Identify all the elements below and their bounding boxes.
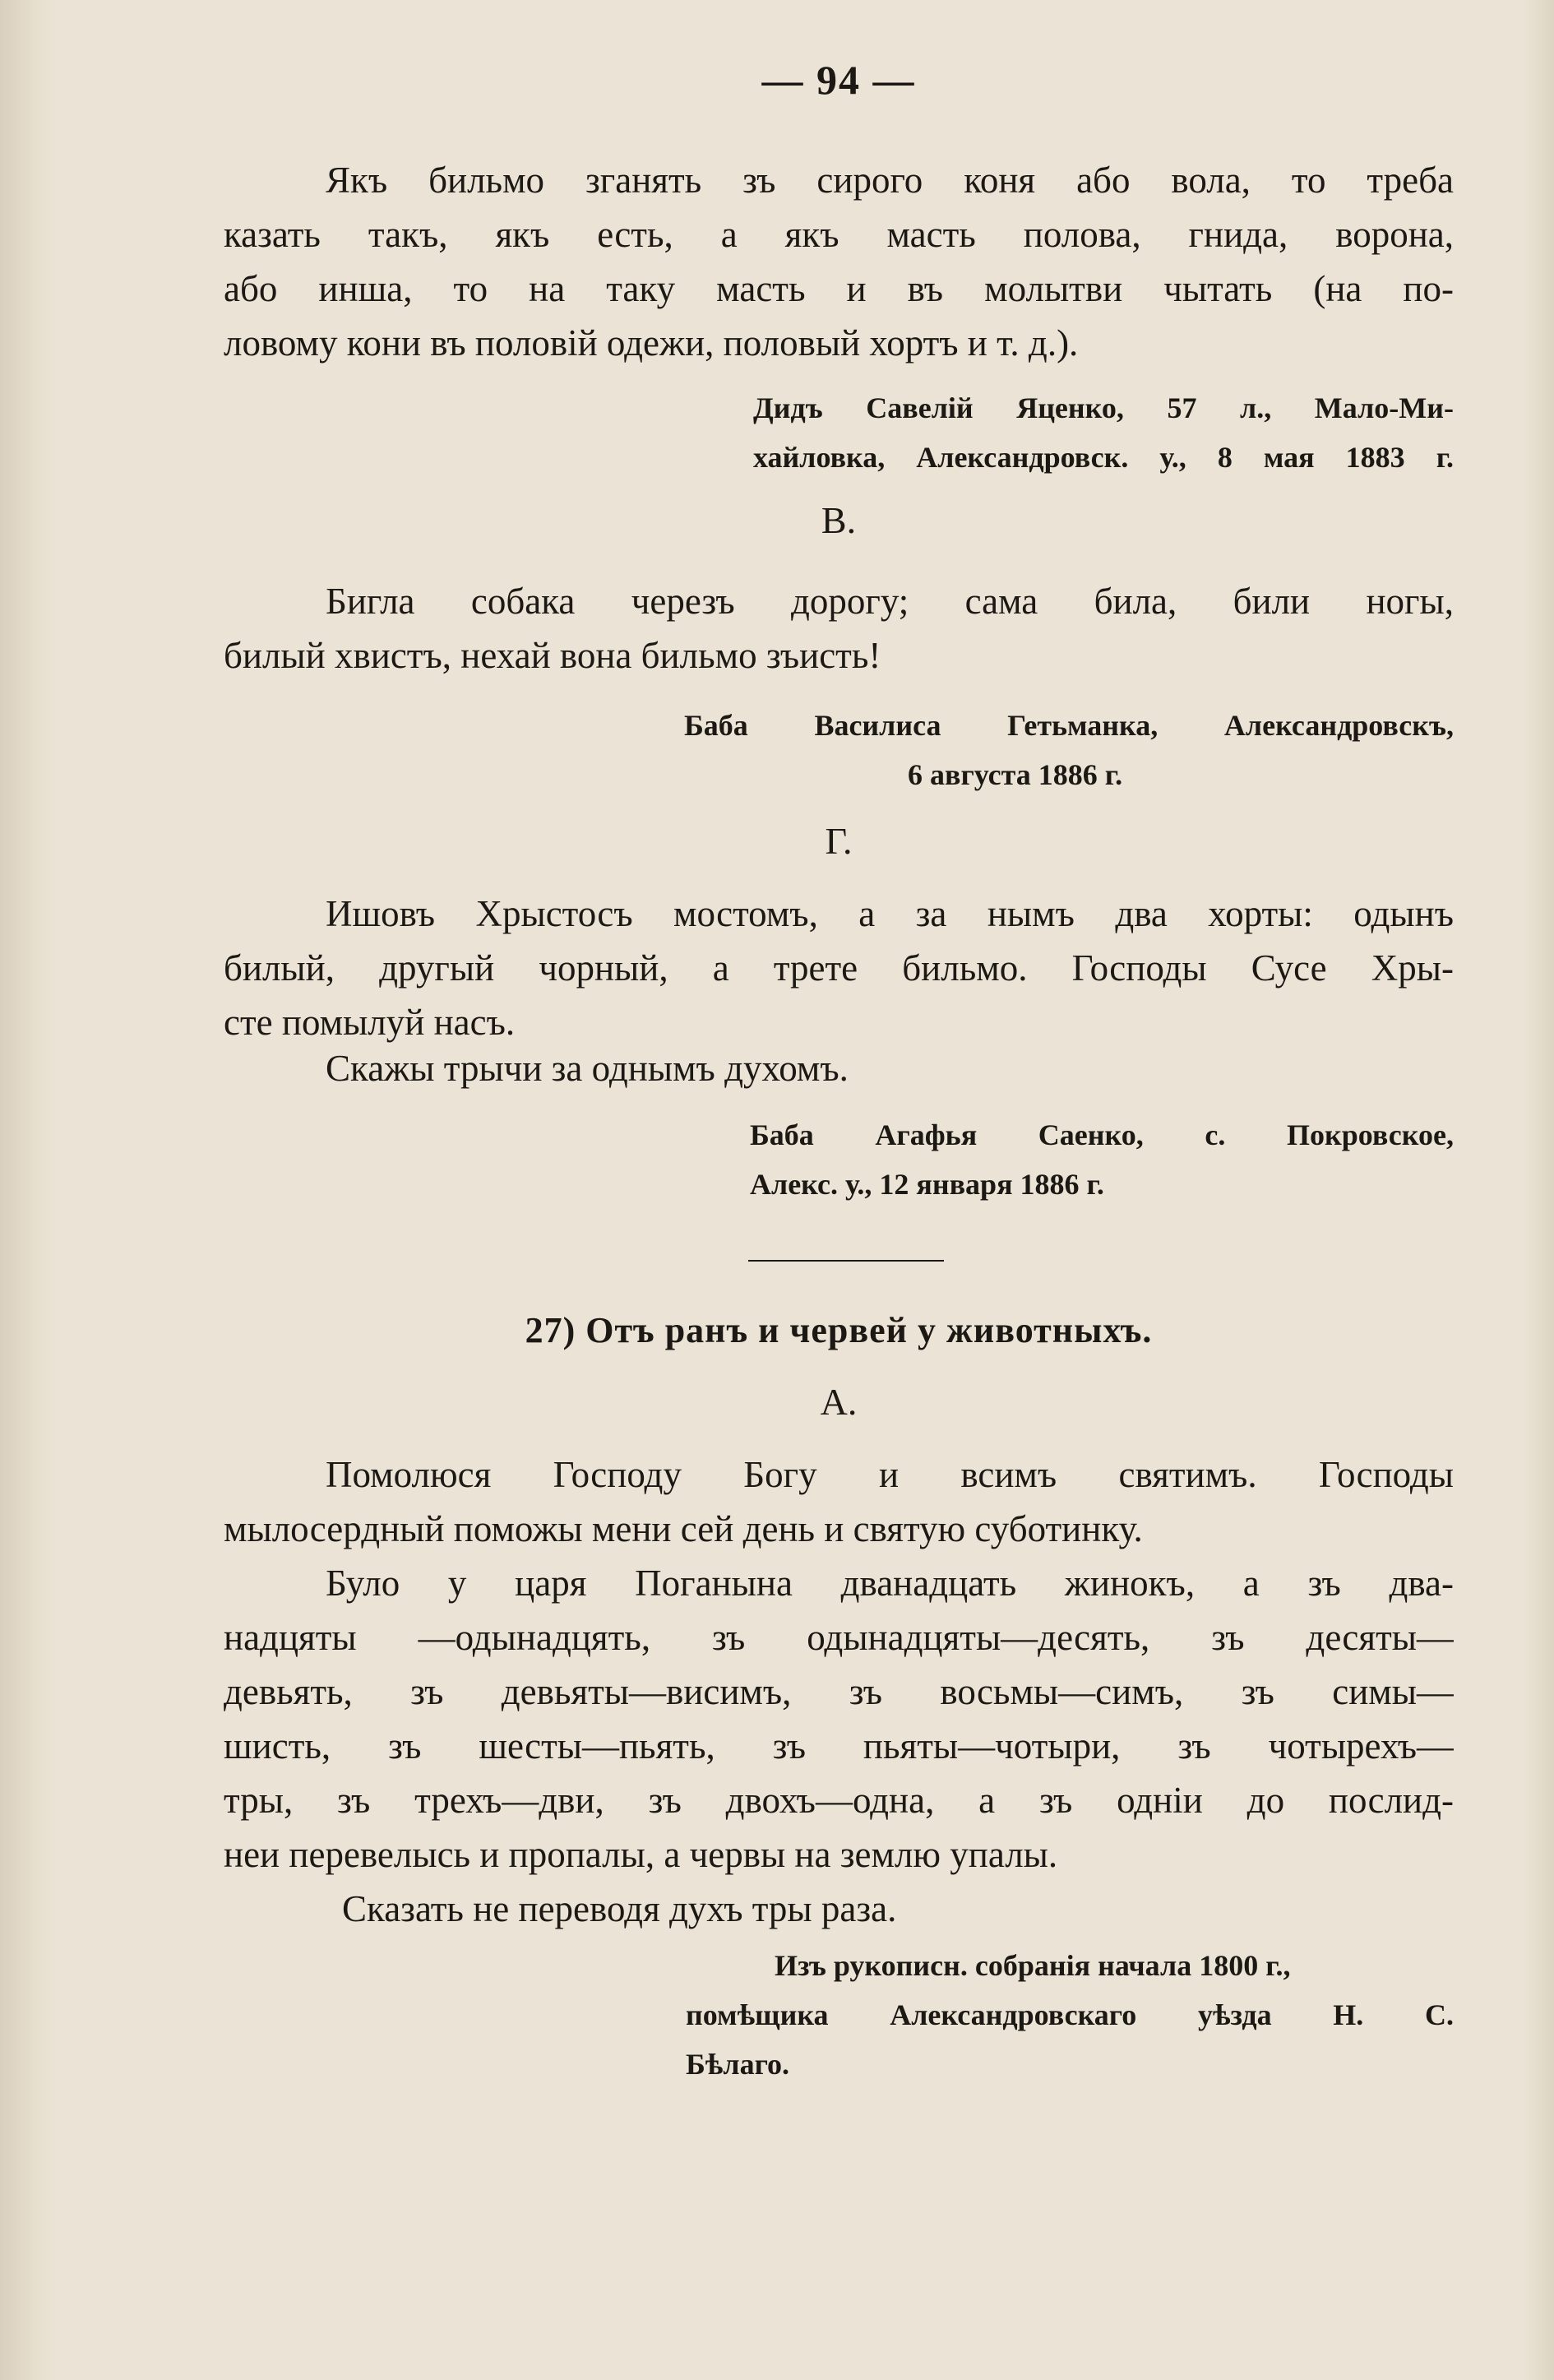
text-line: сте помылуй насъ. [224, 1002, 516, 1043]
page-number: — 94 — [761, 57, 916, 103]
attribution-line: Изъ рукописн. собранія начала 1800 г., [775, 1949, 1291, 1982]
paragraph-prayer [224, 1447, 1454, 1556]
attribution-line: Баба Агафья Саенко, с. Покровское, [750, 1118, 1454, 1151]
text-line: Скажы трычи за однымъ духомъ. [326, 1048, 849, 1089]
attribution-line: Бѣлаго. [686, 2048, 790, 2081]
text-line: Було у царя Поганына дванадцать жинокъ, а зъ два- [326, 1563, 1454, 1604]
paragraph-khrystos [224, 887, 1454, 1049]
text-line: билый, другый чорный, а трете бильмо. Господы Сусе Хры- [224, 947, 1454, 989]
text-line: Ишовъ Хрыстосъ мостомъ, а за нымъ два хорты: одынъ [326, 893, 1454, 934]
attribution-manuscript [686, 1941, 1454, 2089]
page-gutter-shadow [0, 0, 58, 2380]
text-line: шисть, зъ шесты—пьять, зъ пьяты—чотыри, зъ чотырехъ— [224, 1725, 1454, 1766]
text-line: билый хвистъ, нехай вона бильмо зъисть! [224, 635, 881, 676]
text-line: надцяты —одынадцять, зъ одынадцяты—десять, зъ десяты— [224, 1617, 1454, 1658]
text-line: Бигла собака черезъ дорогу; сама била, били ногы, [326, 581, 1454, 622]
attribution-line: хайловка, Александровск. у., 8 мая 1883 г. [753, 441, 1454, 474]
text-line: Сказать не переводя духъ тры раза. [342, 1888, 897, 1929]
paragraph-bilmo-color [224, 153, 1454, 370]
attribution-line: 6 августа 1886 г. [908, 758, 1123, 791]
text-line: неи перевелысь и пропалы, а червы на землю упалы. [224, 1834, 1058, 1875]
section-letter-a: А. [820, 1381, 858, 1423]
section-divider [748, 1260, 944, 1262]
text-line: або инша, то на таку масть и въ молытви чытать (на по- [224, 268, 1454, 309]
attribution-savely [753, 383, 1454, 482]
section-letter-g: Г. [825, 820, 853, 862]
section-heading-27: 27) Отъ ранъ и червей у животныхъ. [525, 1310, 1153, 1350]
page-edge-shadow [1521, 0, 1554, 2380]
paragraph-sobaka [224, 574, 1454, 683]
text-line: мылосердный поможы мени сей день и святую суботинку. [224, 1508, 1143, 1549]
paragraph-instruction-g [224, 1041, 1454, 1095]
paragraph-tsar [224, 1556, 1454, 1882]
text-line: казать такъ, якъ есть, а якъ масть полова, гнида, ворона, [224, 214, 1454, 255]
attribution-line: помѣщика Александровскаго уѣзда Н. С. [686, 1998, 1454, 2031]
section-letter-v: В. [821, 499, 857, 541]
text-line: Помолюся Господу Богу и всимъ святимъ. Господы [326, 1454, 1454, 1495]
text-line: Якъ бильмо зганять зъ сирого коня або вола, то треба [326, 160, 1454, 201]
paragraph-instruction-27 [224, 1882, 1454, 1936]
text-line: тры, зъ трехъ—дви, зъ двохъ—одна, а зъ одніи до послид- [224, 1780, 1454, 1821]
attribution-agafya [750, 1110, 1454, 1209]
attribution-vasylysa [684, 701, 1454, 799]
text-line: ловому кони въ половій одежи, половый хортъ и т. д.). [224, 322, 1079, 363]
text-line: девьять, зъ девьяты—висимъ, зъ восьмы—симъ, зъ симы— [224, 1671, 1454, 1712]
attribution-line: Алекс. у., 12 января 1886 г. [750, 1168, 1104, 1201]
attribution-line: Дидъ Савелій Яценко, 57 л., Мало-Ми- [753, 391, 1454, 424]
attribution-line: Баба Василиса Гетьманка, Александровскъ, [684, 709, 1454, 742]
